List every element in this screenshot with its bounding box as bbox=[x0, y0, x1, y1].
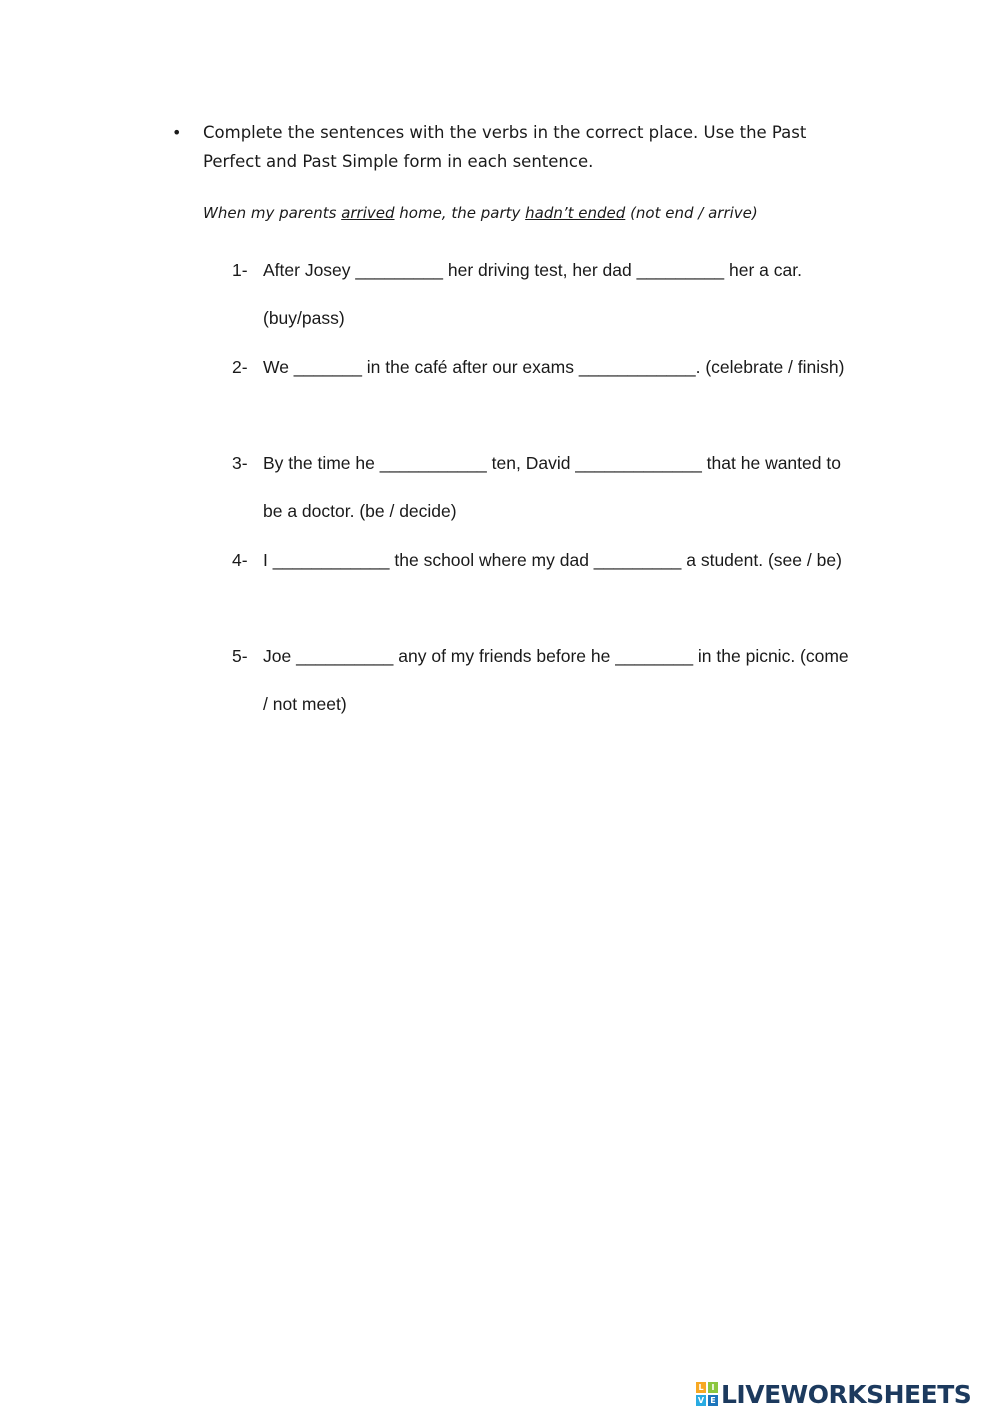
exercise-number: 2- bbox=[232, 357, 248, 377]
exercise-text: After Josey _________ her driving test, her dad _________ her a car. (buy/pass) bbox=[263, 260, 802, 328]
exercise-item bbox=[232, 536, 852, 584]
exercise-text: By the time he ___________ ten, David _____________ that he wanted to be a doctor. (be / decide) bbox=[263, 453, 841, 521]
exercise-item bbox=[232, 343, 852, 391]
bullet: • bbox=[172, 123, 182, 142]
exercise-number: 4- bbox=[232, 550, 248, 570]
exercise-item bbox=[232, 246, 852, 342]
exercise-number: 5- bbox=[232, 646, 248, 666]
logo-text: LIVEWORKSHEETS bbox=[721, 1379, 972, 1409]
example-text-part2: home, the party bbox=[394, 204, 526, 222]
exercise-item bbox=[232, 632, 852, 728]
exercise-number: 3- bbox=[232, 453, 248, 473]
exercise-number: 1- bbox=[232, 260, 248, 280]
example-text-part3: (not end / arrive) bbox=[625, 204, 758, 222]
example-text-part1: When my parents bbox=[203, 204, 342, 222]
instruction-item bbox=[172, 118, 812, 176]
exercise-item bbox=[232, 439, 852, 535]
logo-letter-v: V bbox=[697, 1396, 705, 1405]
exercise-text: We _______ in the café after our exams ____________. (celebrate / finish) bbox=[263, 357, 845, 377]
instruction-text: Complete the sentences with the verbs in the correct place. Use the Past Perfect and Past Simple form in each sentence. bbox=[203, 123, 807, 171]
example-sentence bbox=[203, 200, 758, 226]
example-verb-arrived: arrived bbox=[341, 204, 395, 222]
logo-letter-i: I bbox=[708, 1382, 718, 1393]
exercise-text: I ____________ the school where my dad _________ a student. (see / be) bbox=[263, 550, 842, 570]
logo-letter-l: L bbox=[696, 1382, 706, 1393]
liveworksheets-logo bbox=[696, 1377, 971, 1411]
logo-letter-e: E bbox=[708, 1395, 718, 1406]
example-verb-hadnt-ended: hadn’t ended bbox=[525, 204, 626, 222]
logo-mark-icon bbox=[696, 1382, 718, 1406]
exercise-text: Joe __________ any of my friends before he ________ in the picnic. (come / not meet) bbox=[263, 646, 849, 714]
